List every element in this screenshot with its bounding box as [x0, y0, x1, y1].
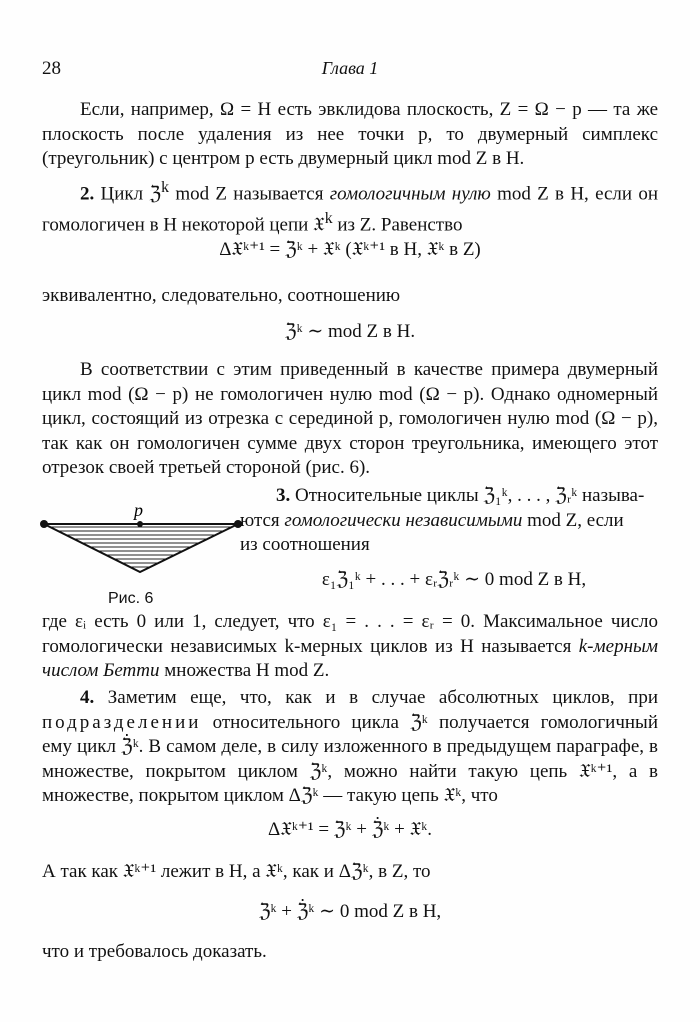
section-text: mod Z, если: [522, 509, 624, 531]
paragraph-correspondence: В соответствии с этим приведенный в качестве примера двумерный цикл mod (Ω − p) не гомологичен нулю mod (Ω − p). Однако одномерный цикл, состоящий из отрезка с серединой p, гомологичен нулю mod (Ω − p), так как он гомологичен сумме двух сторон треугольника, имеющего этот отрезок своей третьей стороной (рис. 6).: [42, 359, 658, 478]
section-text: Относительные циклы ℨ₁ᵏ, . . . , ℨᵣᵏ называ-: [295, 485, 645, 506]
section-text: mod Z в H, если он гомологичен в H некоторой цепи 𝔛: [42, 183, 659, 236]
section-text: Заметим еще, что, как и в случае абсолютных циклов, при: [107, 687, 658, 708]
term-betti-number: k-мерным числом Бетти: [42, 635, 658, 681]
page-header: [42, 58, 658, 82]
section-text: относительного цикла ℨᵏ получается гомологичный ему цикл ℨ̇ᵏ. В самом деле, в силу изложенного в предыдущем параграфе, в множестве, покрытом циклом ℨᵏ, можно найти такую цепь 𝔛ᵏ⁺¹, а в множестве, покрытом циклом Δℨᵏ — такую цепь 𝔛ᵏ, что: [42, 711, 658, 806]
equation-3: ε₁ℨ₁ᵏ + . . . + εᵣℨᵣᵏ ∼ 0 mod Z в H,: [321, 569, 587, 590]
section-text: из Z. Равенство: [332, 214, 463, 236]
paragraph-since: А так как 𝔛ᵏ⁺¹ лежит в H, а 𝔛ᵏ, как и Δℨᵏ, в Z, то: [42, 861, 431, 882]
page-number: 28: [42, 58, 61, 79]
paragraph-text: где εᵢ есть 0 или 1, следует, что ε₁ = . . . = εᵣ = 0. Максимальное число гомологически независимых k-мерных циклов из H называется: [42, 611, 658, 657]
equation-2: ℨᵏ ∼ mod Z в H.: [284, 321, 416, 342]
point-label-p: p: [134, 500, 143, 520]
figure-caption: Рис. 6: [108, 590, 154, 607]
paragraph-betti: [42, 610, 658, 684]
equation-5: ℨᵏ + ℨ̇ᵏ ∼ 0 mod Z в H,: [258, 901, 442, 922]
section-4: [42, 686, 658, 809]
section-2: 2. Цикл ℨ$^k$ mod Z называется гомологичным нулю mod Z в H, если он гомологичен в H некоторой цепи 𝔛$^k$ из Z. Равенство: [42, 179, 659, 236]
figure-6-triangle: [38, 496, 246, 580]
paragraph-equivalent: эквивалентно, следовательно, соотношению: [42, 285, 401, 306]
term-homologically-independent: гомологически независимыми: [284, 509, 523, 531]
section-text: ются: [240, 509, 285, 531]
spaced-term: подразделении: [42, 711, 202, 733]
section-number: 2.: [80, 183, 95, 205]
section-number: 3.: [276, 485, 291, 506]
chapter-title: Глава 1: [321, 58, 379, 78]
paragraph-text: множества H mod Z.: [159, 660, 330, 681]
section-text: Цикл ℨ: [100, 183, 162, 205]
paragraph-example: Если, например, Ω = H есть эвклидова плоскость, Z = Ω − p — та же плоскость после удаления из нее точки p, то двумерный симплекс (треугольник) с центром p есть двумерный цикл mod Z в H.: [42, 99, 658, 169]
section-number: 4.: [80, 687, 95, 708]
equation-4: Δ𝔛ᵏ⁺¹ = ℨᵏ + ℨ̇ᵏ + 𝔛ᵏ.: [267, 819, 433, 840]
term-null-homologous: гомологичным нулю: [329, 183, 491, 205]
section-text: mod Z называется: [169, 183, 330, 205]
paragraph-qed: что и требовалось доказать.: [42, 941, 267, 962]
section-3: [240, 484, 658, 558]
section-text: из соотношения: [240, 534, 370, 555]
equation-1: Δ𝔛ᵏ⁺¹ = ℨᵏ + 𝔛ᵏ (𝔛ᵏ⁺¹ в H, 𝔛ᵏ в Z): [219, 239, 481, 260]
